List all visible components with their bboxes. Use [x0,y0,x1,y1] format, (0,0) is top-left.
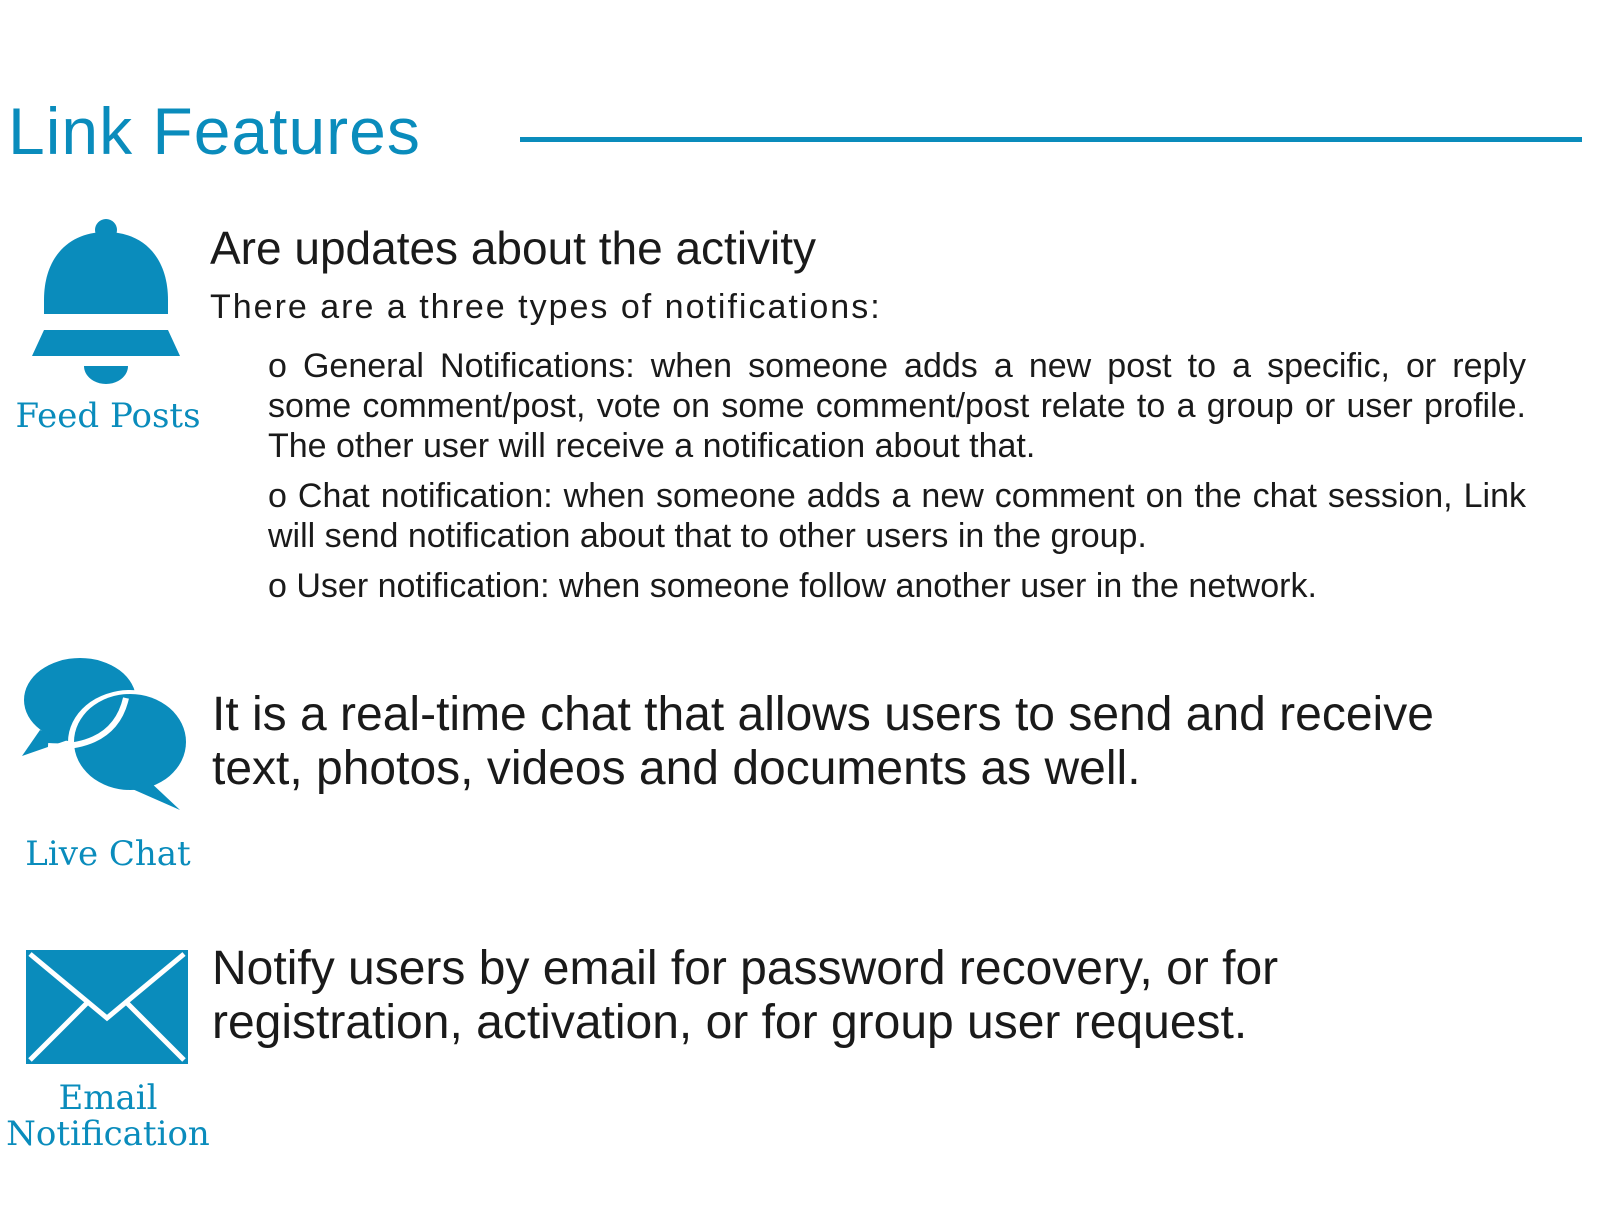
title-divider [520,137,1582,142]
feed-posts-subheading: There are a three types of notifications: [210,288,882,326]
chat-bubbles-icon [18,658,194,812]
feature-label-live-chat: Live Chat [25,834,191,874]
bullet-general-notifications: o General Notifications: when someone adds a new post to a specific, or reply some comment/post, vote on some comment/post relate to a group or user profile. The other user will receive a notification about that. [268,347,1526,465]
feature-label-feed-posts: Feed Posts [15,396,201,436]
page-title: Link Features [8,94,421,168]
bullet-user-notification: o User notification: when someone follow another user in the network. [268,567,1317,605]
bell-icon [30,218,182,386]
bullet-chat-notification: o Chat notification: when someone adds a new comment on the chat session, Link will send notification about that to other users in the group. [268,477,1526,555]
feed-posts-heading: Are updates about the activity [210,222,817,274]
live-chat-description: It is a real-time chat that allows users to send and receive text, photos, videos and documents as well. [212,688,1434,795]
feature-label-email-notification: Email Notification [6,1078,210,1154]
envelope-icon [26,950,188,1064]
email-notification-description: Notify users by email for password recovery, or for registration, activation, or for group user request. [212,942,1279,1049]
